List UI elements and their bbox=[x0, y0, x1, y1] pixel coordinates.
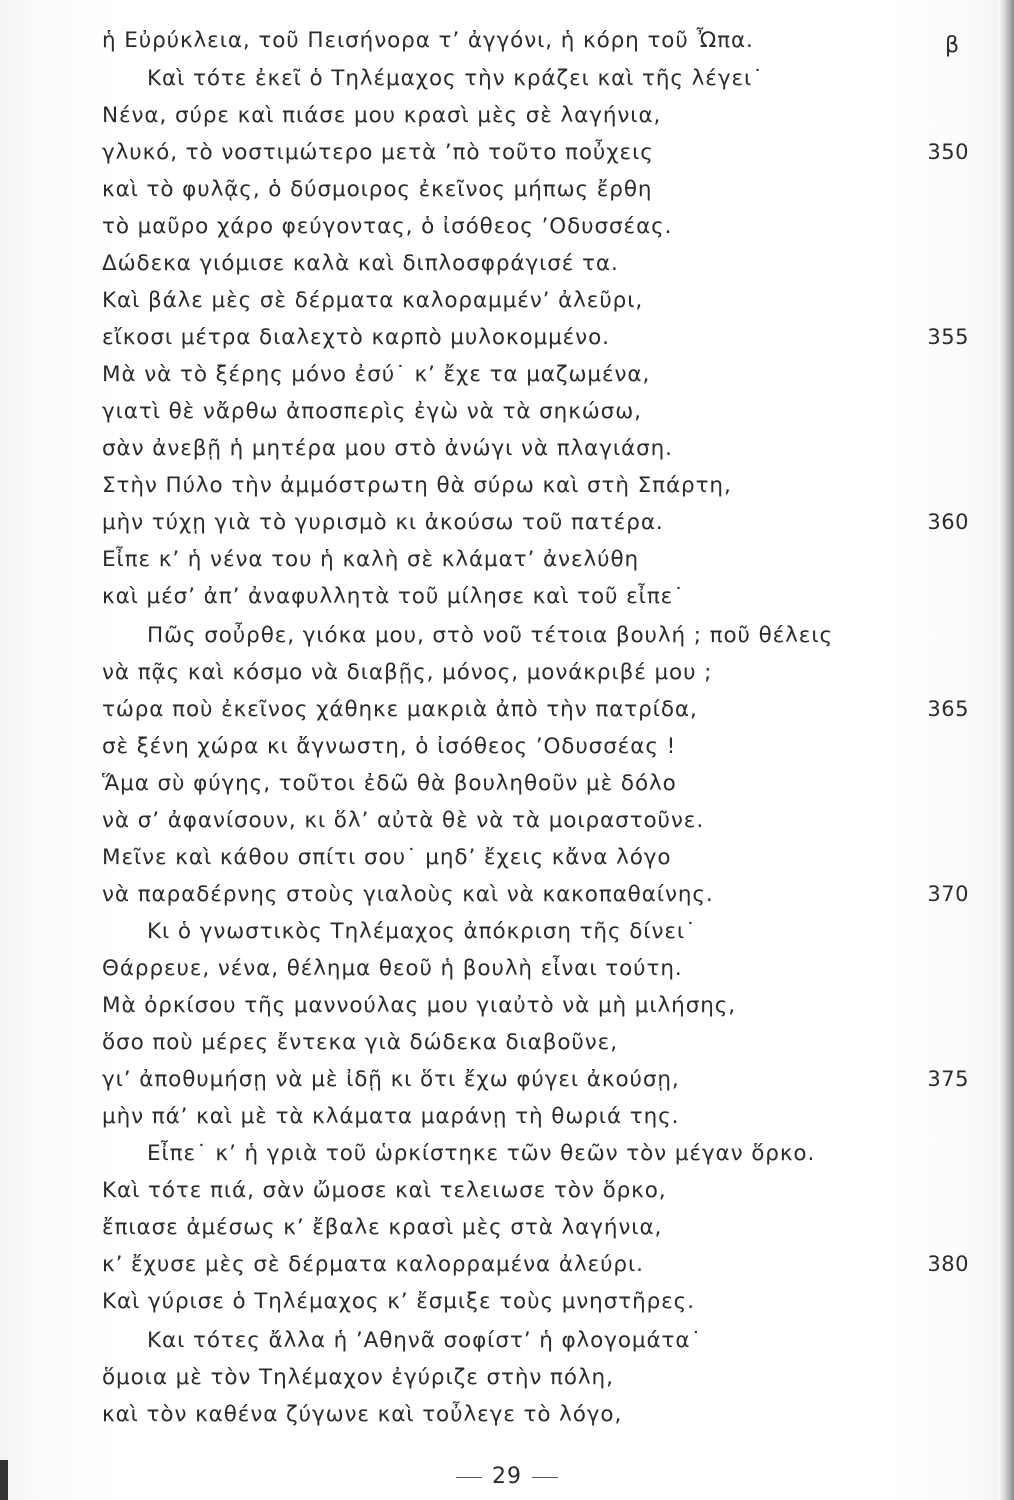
verse-line: Καὶ τότε πιά, σὰν ὤμοσε καὶ τελειωσε τὸν ὅρκο, bbox=[102, 1178, 667, 1203]
line-number: 365 bbox=[927, 697, 969, 721]
verse-line: τώρα ποὺ ἐκεῖνος χάθηκε μακριὰ ἀπὸ τὴν πατρίδα, bbox=[102, 697, 698, 722]
line-number: 355 bbox=[927, 325, 969, 349]
line-number: 375 bbox=[927, 1067, 969, 1091]
line-number: 380 bbox=[927, 1252, 969, 1276]
line-number: 360 bbox=[927, 510, 969, 534]
verse-line: Καὶ τότε ἐκεῖ ὁ Τηλέμαχος τὴν κράζει καὶ τῆς λέγει˙ bbox=[147, 66, 764, 91]
verse-line: Δώδεκα γιόμισε καλὰ καὶ διπλοσφράγισέ τα. bbox=[102, 251, 619, 276]
verse-line: νὰ σ’ ἀφανίσουν, κι ὅλ’ αὐτὰ θὲ νὰ τὰ μοιραστοῦνε. bbox=[102, 808, 705, 833]
verse-line: Καὶ βάλε μὲς σὲ δέρματα καλοραμμέν’ ἀλεῦρι, bbox=[102, 288, 644, 313]
verse-line: γλυκό, τὸ νοστιμώτερο μετὰ ’πὸ τοῦτο ποὖχεις bbox=[102, 140, 654, 165]
verse-line: Νένα, σύρε καὶ πιάσε μου κρασὶ μὲς σὲ λαγήνια, bbox=[102, 103, 662, 128]
verse-line: ἡ Εὐρύκλεια, τοῦ Πεισήνορα τ’ ἀγγόνι, ἡ κόρη τοῦ Ὦπα. bbox=[102, 28, 754, 53]
verse-line: Ἅμα σὺ φύγης, τοῦτοι ἐδῶ θὰ βουληθοῦν μὲ δόλο bbox=[102, 771, 677, 796]
verse-line: Μὰ νὰ τὸ ξέρης μόνο ἐσύ˙ κ’ ἔχε τα μαζωμένα, bbox=[102, 362, 651, 387]
verse-line: γιατὶ θὲ νἄρθω ἀποσπερὶς ἐγὼ νὰ τὰ σηκώσω, bbox=[102, 399, 642, 424]
verse-line: νὰ παραδέρνης στοὺς γιαλοὺς καὶ νὰ κακοπαθαίνης. bbox=[102, 882, 714, 907]
verse-line: Θάρρευε, νένα, θέλημα θεοῦ ἡ βουλὴ εἶναι τούτη. bbox=[102, 956, 683, 981]
verse-line: Μεῖνε καὶ κάθου σπίτι σου˙ μηδ’ ἔχεις κἄνα λόγο bbox=[102, 845, 672, 870]
verse-line: γι’ ἀποθυμήσῃ νὰ μὲ ἰδῇ κι ὅτι ἔχω φύγει ἀκούσῃ, bbox=[102, 1067, 680, 1092]
verse-line: ἔπιασε ἀμέσως κ’ ἔβαλε κρασὶ μὲς στὰ λαγήνια, bbox=[102, 1215, 663, 1240]
verse-line: κ’ ἔχυσε μὲς σὲ δέρματα καλορραμένα ἀλεύρι. bbox=[102, 1252, 644, 1277]
margin-mark: β bbox=[945, 33, 960, 58]
verse-line: καὶ τὸ φυλᾷς, ὁ δύσμοιρος ἐκεῖνος μήπως ἔρθη bbox=[102, 177, 653, 202]
verse-line: εἴκοσι μέτρα διαλεχτὸ καρπὸ μυλοκομμένο. bbox=[102, 325, 610, 350]
dash-ornament bbox=[532, 1477, 558, 1478]
line-number: 350 bbox=[927, 140, 969, 164]
verse-line: Κι ὁ γνωστικὸς Τηλέμαχος ἀπόκριση τῆς δίνει˙ bbox=[147, 919, 697, 944]
verse-line: σὲ ξένη χώρα κι ἄγνωστη, ὁ ἰσόθεος ’Οδυσσέας ! bbox=[102, 734, 677, 759]
page-spine-shadow bbox=[998, 0, 1014, 1500]
verse-line: καὶ μέσ’ ἀπ’ ἀναφυλλητὰ τοῦ μίλησε καὶ τοῦ εἶπε˙ bbox=[102, 584, 685, 609]
verse-line: μὴν τύχῃ γιὰ τὸ γυρισμὸ κι ἀκούσω τοῦ πατέρα. bbox=[102, 510, 664, 535]
verse-line: Και τότες ἄλλα ἡ ’Αθηνᾶ σοφίστ’ ἡ φλογομάτα˙ bbox=[147, 1328, 703, 1353]
verse-line: σὰν ἀνεβῇ ἡ μητέρα μου στὸ ἀνώγι νὰ πλαγιάση. bbox=[102, 436, 673, 461]
page-number: 29 bbox=[492, 1464, 522, 1489]
line-number: 370 bbox=[927, 882, 969, 906]
verse-line: Καὶ γύρισε ὁ Τηλέμαχος κ’ ἔσμιξε τοὺς μνηστῆρες. bbox=[102, 1289, 695, 1314]
verse-line: Πῶς σοὖρθε, γιόκα μου, στὸ νοῦ τέτοια βουλή ; ποῦ θέλεις bbox=[147, 623, 834, 648]
verse-line: καὶ τὸν καθένα ζύγωνε καὶ τοὖλεγε τὸ λόγο, bbox=[102, 1402, 623, 1427]
verse-line: μὴν πά’ καὶ μὲ τὰ κλάματα μαράνῃ τὴ θωριά της. bbox=[102, 1104, 680, 1129]
verse-line: ὅσο ποὺ μέρες ἔντεκα γιὰ δώδεκα διαβοῦνε, bbox=[102, 1030, 618, 1055]
page-number-footer bbox=[0, 1464, 1014, 1489]
verse-line: Μὰ ὀρκίσου τῆς μαννούλας μου γιαὐτὸ νὰ μὴ μιλήσης, bbox=[102, 993, 737, 1018]
verse-line: νὰ πᾷς καὶ κόσμο νὰ διαβῇς, μόνος, μονάκριβέ μου ; bbox=[102, 660, 713, 685]
verse-line: Στὴν Πύλο τὴν ἀμμόστρωτη θὰ σύρω καὶ στὴ Σπάρτη, bbox=[102, 473, 732, 498]
verse-line: τὸ μαῦρο χάρο φεύγοντας, ὁ ἰσόθεος ’Οδυσσέας. bbox=[102, 214, 673, 239]
verse-line: Εἶπε κ’ ἡ νένα του ἡ καλὴ σὲ κλάματ’ ἀνελύθη bbox=[102, 547, 640, 572]
verse-line: Εἶπε˙ κ’ ἡ γριὰ τοῦ ὡρκίστηκε τῶν θεῶν τὸν μέγαν ὅρκο. bbox=[147, 1141, 816, 1166]
verse-line: ὅμοια μὲ τὸν Τηλέμαχον ἐγύριζε στὴν πόλη, bbox=[102, 1365, 614, 1390]
dash-ornament bbox=[456, 1477, 482, 1478]
